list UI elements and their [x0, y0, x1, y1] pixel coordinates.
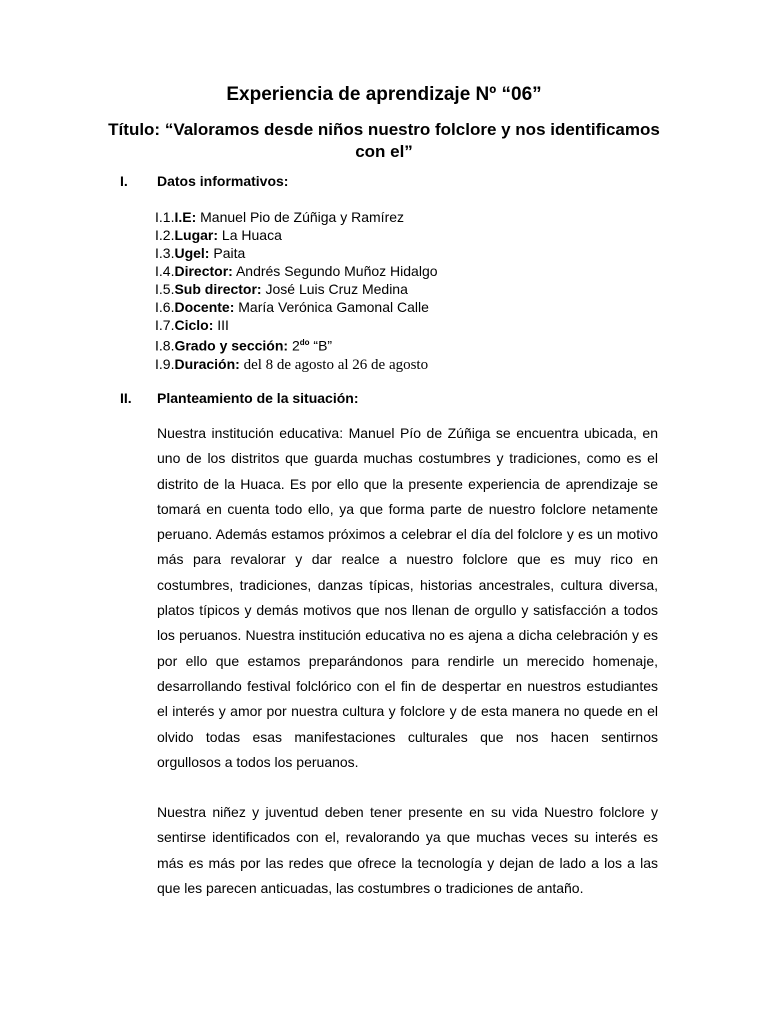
- section-title: Planteamiento de la situación:: [157, 390, 359, 406]
- item-label: I.E:: [174, 209, 197, 225]
- body-paragraph: Nuestra institución educativa: Manuel Pío de Zúñiga se encuentra ubicada, en uno de los distritos que guarda muchas costumbres y tradiciones, como es el distrito de la Huaca. Es por ello que la presente experiencia de aprendizaje se tomará en cuenta todo ello, ya que forma parte de nuestro folclore netamente peruano. Además estamos próximos a celebrar el día del folclore y es un motivo más para revalorar y dar realce a nuestro folclore que es muy rico en costumbres, tradiciones, danzas típicas, historias ancestrales, cultura diversa, platos típicos y demás motivos que nos llenan de orgullo y satisfacción a todos los peruanos. Nuestra institución educativa no es ajena a dicha celebración y es por ello que estamos preparándonos para rendirle un merecido homenaje, desarrollando festival folclórico con el fin de despertar en nuestros estudiantes el interés y amor por nuestra cultura y folclore y de esta manera no quede en el olvido todas esas manifestaciones culturales que nos hacen sentirnos orgullosos a todos los peruanos.: [157, 425, 658, 770]
- section-number: II.: [120, 390, 132, 406]
- item-value: María Verónica Gamonal Calle: [234, 299, 429, 315]
- item-value: La Huaca: [218, 227, 282, 243]
- info-item-docente: [155, 298, 438, 316]
- section-number: I.: [120, 173, 128, 189]
- info-item-sub-director: [155, 280, 438, 298]
- info-list: [155, 208, 438, 374]
- item-number: I.6.: [155, 299, 175, 315]
- info-item-lugar: [155, 226, 438, 244]
- item-label: Director:: [174, 263, 233, 279]
- item-value: del 8 de agosto al 26 de agosto: [239, 356, 429, 373]
- item-number: I.9.: [155, 355, 175, 372]
- item-value-superscript: do: [299, 338, 310, 347]
- document-subtitle: Título: “Valoramos desde niños nuestro folclore y nos identificamos con el”: [108, 120, 660, 161]
- item-label: Lugar:: [174, 227, 219, 243]
- item-label: Duración:: [174, 355, 240, 372]
- info-item-ie: [155, 208, 438, 226]
- item-value-suffix: “B”: [309, 337, 333, 354]
- item-value: Paita: [209, 245, 246, 261]
- item-number: I.7.: [155, 317, 175, 333]
- item-number: I.3.: [155, 245, 175, 261]
- item-number: I.2.: [155, 227, 175, 243]
- item-label: Grado y sección:: [174, 337, 289, 354]
- item-number: I.8.: [155, 337, 175, 354]
- info-item-ugel: [155, 244, 438, 262]
- item-number: I.4.: [155, 263, 175, 279]
- body-paragraph: Nuestra niñez y juventud deben tener presente en su vida Nuestro folclore y sentirse identificados con el, revalorando ya que muchas veces su interés es más es más por las redes que ofrece la tecnología y dejan de lado a los a las que les parecen anticuadas, las costumbres o tradiciones de antaño.: [157, 804, 658, 896]
- item-label: Ciclo:: [174, 317, 214, 333]
- item-value: José Luis Cruz Medina: [261, 281, 408, 297]
- info-item-duracion: [155, 355, 438, 374]
- item-number: I.5.: [155, 281, 175, 297]
- document-title: Experiencia de aprendizaje Nº “06”: [226, 84, 542, 105]
- info-item-director: [155, 262, 438, 280]
- item-value: 2: [288, 337, 300, 354]
- item-label: Ugel:: [174, 245, 210, 261]
- item-label: Sub director:: [174, 281, 262, 297]
- section-title: Datos informativos:: [157, 173, 289, 189]
- item-value: III: [213, 317, 229, 333]
- info-item-grado: [155, 334, 438, 355]
- item-value: Manuel Pio de Zúñiga y Ramírez: [196, 209, 405, 225]
- item-value: Andrés Segundo Muñoz Hidalgo: [232, 263, 438, 279]
- item-label: Docente:: [174, 299, 235, 315]
- item-number: I.1.: [155, 209, 175, 225]
- info-item-ciclo: [155, 316, 438, 334]
